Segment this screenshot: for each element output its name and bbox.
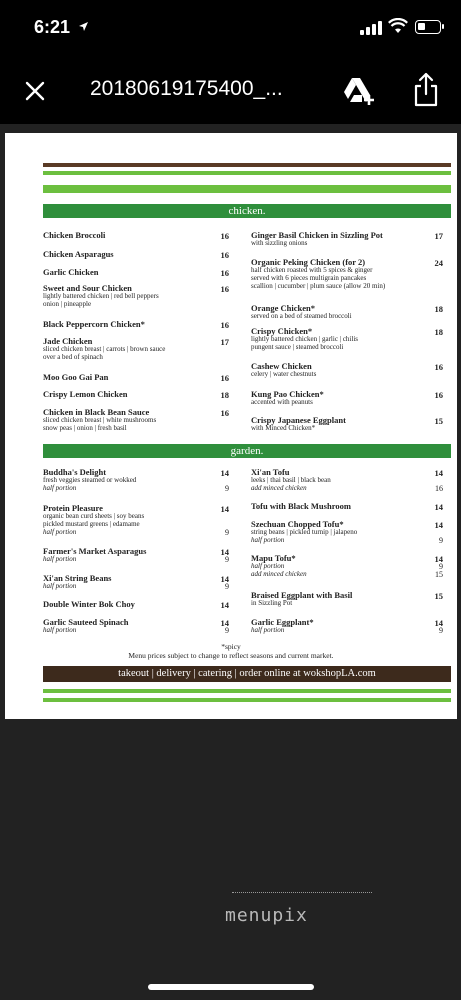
location-arrow-icon — [78, 20, 89, 35]
item-variant-price: 9 — [225, 528, 229, 537]
item-name: Sweet and Sour Chicken — [43, 283, 132, 293]
item-price: 14 — [220, 504, 229, 514]
item-description: onion | pineapple — [43, 300, 92, 308]
item-price: 16 — [220, 284, 229, 294]
item-name: Xi'an Tofu — [251, 467, 290, 477]
item-price: 16 — [220, 250, 229, 260]
item-description: pungent sauce | steamed broccoli — [251, 343, 344, 351]
home-indicator[interactable] — [148, 984, 314, 990]
menu-item — [43, 547, 146, 563]
item-price: 18 — [434, 327, 443, 337]
item-description: snow peas | onion | fresh basil — [43, 424, 127, 432]
menu-item — [43, 618, 128, 634]
item-description: lightly battered chicken | red bell peppers — [43, 292, 159, 300]
item-price: 16 — [220, 268, 229, 278]
item-name: Ginger Basil Chicken in Sizzling Pot — [251, 230, 383, 240]
section-header-chicken: chicken. — [43, 204, 451, 218]
item-name: Braised Eggplant with Basil — [251, 590, 353, 600]
item-price: 14 — [434, 554, 443, 564]
item-name: Garlic Eggplant* — [251, 617, 314, 627]
item-description: leeks | thai basil | black bean — [251, 476, 331, 484]
item-variant: half portion — [43, 582, 77, 590]
item-variant-price: 9 — [439, 562, 443, 571]
item-description: over a bed of spinach — [43, 353, 103, 361]
item-name: Mapu Tofu* — [251, 553, 296, 563]
cellular-signal-icon — [360, 21, 382, 35]
item-variant: half portion — [251, 536, 285, 544]
item-name: Garlic Sauteed Spinach — [43, 617, 129, 627]
item-variant: half portion — [43, 484, 77, 492]
item-price: 16 — [434, 362, 443, 372]
menu-item — [43, 468, 136, 492]
close-icon — [20, 76, 50, 106]
item-variant-price: 9 — [225, 555, 229, 564]
menu-item — [251, 231, 383, 247]
battery-level — [418, 23, 425, 30]
item-variant-price: 9 — [439, 626, 443, 635]
menu-item — [251, 502, 351, 510]
item-name: Chicken in Black Bean Sauce — [43, 407, 150, 417]
section-header-garden: garden. — [43, 444, 451, 458]
decorative-band — [43, 185, 451, 193]
item-price: 15 — [434, 591, 443, 601]
item-price: 18 — [220, 390, 229, 400]
menu-item — [251, 591, 352, 607]
item-name: Farmer's Market Asparagus — [43, 546, 147, 556]
item-description: accented with peanuts — [251, 398, 313, 406]
file-title: 20180619175400_... — [90, 77, 283, 100]
menu-item — [43, 284, 159, 308]
item-price: 14 — [220, 618, 229, 628]
item-variant-price: 9 — [225, 626, 229, 635]
item-price: 14 — [220, 574, 229, 584]
item-name: Protein Pleasure — [43, 503, 103, 513]
item-price: 14 — [220, 547, 229, 557]
item-variant: half portion — [43, 626, 77, 634]
item-name: Garlic Chicken — [43, 267, 99, 277]
item-price: 18 — [434, 304, 443, 314]
item-description: in Sizzling Pot — [251, 599, 293, 607]
decorative-rule — [43, 698, 451, 702]
item-description: with Minced Chicken* — [251, 424, 316, 432]
menu-item — [43, 504, 144, 536]
item-name: Double Winter Bok Choy — [43, 599, 135, 609]
share-icon — [412, 72, 440, 108]
item-description: with sizzling onions — [251, 239, 308, 247]
decorative-rule — [43, 163, 451, 167]
item-description: served on a bed of steamed broccoli — [251, 312, 352, 320]
status-time: 6:21 — [34, 17, 71, 37]
decorative-rule — [43, 689, 451, 693]
item-description: sliced chicken breast | carrots | brown sauce — [43, 345, 166, 353]
menu-item — [43, 320, 145, 328]
item-name: Crispy Lemon Chicken — [43, 389, 128, 399]
menu-item — [43, 337, 165, 361]
status-bar — [0, 0, 461, 58]
menu-item — [43, 408, 156, 432]
item-description: celery | water chestnuts — [251, 370, 317, 378]
item-description: pickled mustard greens | edamame — [43, 520, 140, 528]
battery-icon — [415, 20, 441, 34]
item-description: fresh veggies steamed or wokked — [43, 476, 137, 484]
item-description: half chicken roasted with 5 spices & ginger — [251, 266, 373, 274]
item-description: organic bean curd sheets | soy beans — [43, 512, 145, 520]
order-online-bar: takeout | delivery | catering | order online at wokshopLA.com — [43, 666, 451, 682]
menu-item — [251, 520, 357, 544]
item-name: Jade Chicken — [43, 336, 93, 346]
menupix-watermark: menupix — [225, 905, 308, 926]
item-price: 24 — [434, 258, 443, 268]
item-name: Chicken Broccoli — [43, 230, 106, 240]
item-name: Orange Chicken* — [251, 303, 315, 313]
item-name: Crispy Chicken* — [251, 326, 313, 336]
spicy-note: *spicy — [221, 642, 241, 651]
item-name: Cashew Chicken — [251, 361, 312, 371]
menu-item — [251, 327, 358, 351]
item-price: 14 — [434, 618, 443, 628]
item-name: Moo Goo Gai Pan — [43, 372, 109, 382]
item-variant: add minced chicken — [251, 484, 307, 492]
menu-item — [43, 373, 108, 381]
wifi-icon — [388, 18, 408, 36]
menu-item — [251, 258, 385, 290]
menu-document — [5, 133, 457, 719]
menu-item — [43, 600, 135, 608]
item-variant-price: 9 — [225, 582, 229, 591]
menu-item — [251, 554, 307, 578]
share-button[interactable] — [412, 72, 440, 108]
item-price: 14 — [434, 502, 443, 512]
add-to-drive-button[interactable] — [343, 76, 375, 106]
item-name: Szechuan Chopped Tofu* — [251, 519, 344, 529]
item-price: 14 — [434, 520, 443, 530]
item-price: 14 — [220, 468, 229, 478]
item-price: 16 — [220, 320, 229, 330]
item-name: Tofu with Black Mushroom — [251, 501, 351, 511]
menu-item — [251, 416, 346, 432]
item-name: Crispy Japanese Eggplant — [251, 415, 346, 425]
close-button[interactable] — [20, 76, 50, 106]
menu-item — [251, 362, 316, 378]
item-name: Chicken Asparagus — [43, 249, 114, 259]
item-description: lightly battered chicken | garlic | chilis — [251, 335, 358, 343]
item-price: 14 — [220, 600, 229, 610]
item-price: 17 — [434, 231, 443, 241]
item-price: 15 — [434, 416, 443, 426]
item-description: string beans | pickled turnip | jalapeno — [251, 528, 358, 536]
item-price: 16 — [220, 231, 229, 241]
menu-item — [251, 468, 331, 492]
menu-item — [43, 268, 98, 276]
item-variant: half portion — [43, 528, 77, 536]
price-note: Menu prices subject to change to reflect seasons and current market. — [128, 651, 334, 660]
item-variant-price: 16 — [435, 484, 443, 493]
menu-item — [251, 390, 324, 406]
item-name: Kung Pao Chicken* — [251, 389, 324, 399]
item-name: Black Peppercorn Chicken* — [43, 319, 145, 329]
menu-item — [43, 250, 114, 258]
item-description: scallion | cucumber | plum sauce (allow 20 min) — [251, 282, 386, 290]
menu-item — [251, 304, 352, 320]
item-price: 16 — [220, 408, 229, 418]
item-description: sliced chicken breast | white mushrooms — [43, 416, 157, 424]
item-price: 16 — [434, 390, 443, 400]
item-variant: half portion — [251, 562, 285, 570]
watermark-rule — [232, 892, 372, 893]
item-variant: half portion — [251, 626, 285, 634]
item-variant: add minced chicken — [251, 570, 307, 578]
item-name: Organic Peking Chicken (for 2) — [251, 257, 366, 267]
menu-item — [43, 574, 112, 590]
item-name: Buddha's Delight — [43, 467, 107, 477]
viewer-toolbar — [0, 58, 461, 124]
google-drive-add-icon — [343, 76, 375, 106]
item-variant: half portion — [43, 555, 77, 563]
item-price: 14 — [434, 468, 443, 478]
item-description: served with 6 pieces multigrain pancakes — [251, 274, 367, 282]
menu-item — [43, 390, 128, 398]
item-price: 17 — [220, 337, 229, 347]
item-variant-price: 9 — [225, 484, 229, 493]
menu-item — [251, 618, 314, 634]
menu-item — [43, 231, 105, 239]
decorative-rule — [43, 171, 451, 175]
item-variant-price: 9 — [439, 536, 443, 545]
item-price: 16 — [220, 373, 229, 383]
item-name: Xi'an String Beans — [43, 573, 112, 583]
item-variant-price: 15 — [435, 570, 443, 579]
